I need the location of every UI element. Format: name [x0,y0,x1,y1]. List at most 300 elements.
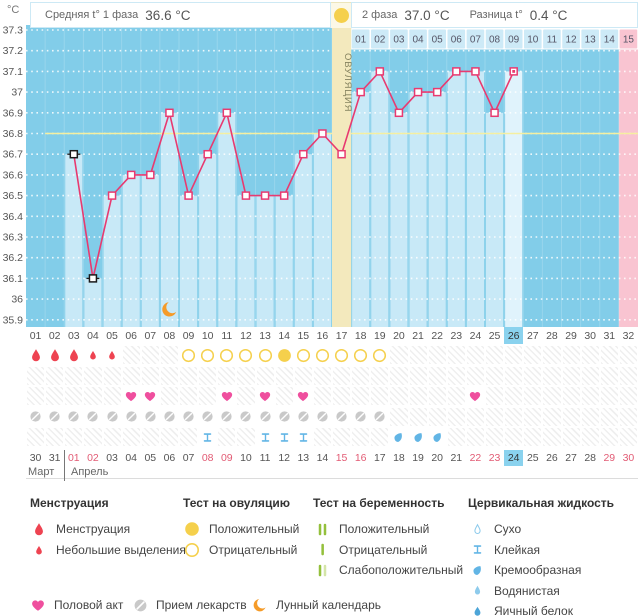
medication-cell-day-14[interactable] [275,407,294,427]
cervical-fluid-cell-day-14[interactable] [275,427,294,447]
menstruation-test-cell-day-28[interactable] [543,346,560,364]
event-cell-day-25[interactable] [486,367,503,385]
menstruation-test-cell-day-12[interactable] [236,345,255,365]
month-label-march: Март [28,466,55,478]
intercourse-cell-day-21[interactable] [410,387,427,405]
date-label-21-idx22[interactable]: 21 [450,452,463,464]
menstruation-test-cell-day-31[interactable] [601,346,618,364]
intercourse-cell-day-25[interactable] [486,387,503,405]
medication-cell-day-22[interactable] [429,408,446,426]
legend-section-3 [313,496,463,581]
temp-point-day-9[interactable] [185,192,192,199]
medication-cell-day-29[interactable] [563,408,580,426]
cycle-day-label-09: 09 [182,329,195,342]
event-cell-day-29[interactable] [563,367,580,385]
cervical-fluid-cell-day-31[interactable] [601,428,618,446]
date-label-27-idx28[interactable]: 27 [565,452,577,464]
intercourse-cell-day-29[interactable] [563,387,580,405]
temp-point-day-16[interactable] [319,130,326,137]
empty-event-row [26,366,638,386]
ytick-label-36.7: 36.7 [2,148,23,161]
temp-bar-day-26 [505,71,522,327]
event-cell-day-11[interactable] [218,367,235,385]
luteal-day-label-14: 14 [603,34,615,46]
intercourse-cell-day-7[interactable] [141,386,160,406]
legend-item-label: Положительный [209,522,300,537]
date-label-20-idx21[interactable]: 20 [431,452,444,464]
medication-cell-day-4[interactable] [83,407,102,427]
menstruation-test-cell-day-17[interactable] [332,345,351,365]
medication-cell-day-17[interactable] [332,407,351,427]
date-label-17-idx18[interactable]: 17 [373,452,386,464]
medication-cell-day-23[interactable] [448,408,465,426]
cervical-fluid-cell-day-3[interactable] [65,428,82,446]
temp-point-day-6[interactable] [128,171,135,178]
difference-value: 0.4 °C [529,7,568,23]
date-label-08-idx9[interactable]: 08 [201,452,214,464]
intercourse-heart-icon [30,597,46,613]
medication-cell-day-27[interactable] [524,408,541,426]
medication-cell-day-10[interactable] [198,407,217,427]
event-cell-day-6[interactable] [123,367,140,385]
intercourse-cell-day-11[interactable] [217,386,236,406]
medication-pill-icon [201,410,214,423]
legend-footer-item [252,596,381,614]
event-cell-day-4[interactable] [84,367,101,385]
event-cell-day-13[interactable] [257,367,274,385]
intercourse-cell-day-10[interactable] [199,387,216,405]
intercourse-cell-day-23[interactable] [448,387,465,405]
difference-label: Разница t° [469,9,523,21]
luteal-day-label-15: 15 [622,34,634,46]
luteal-day-label-05: 05 [431,34,443,46]
temp-point-day-17[interactable] [338,151,345,158]
menstruation-test-cell-day-29[interactable] [563,346,580,364]
medication-pill-icon [67,410,80,423]
cervical-fluid-cell-day-19[interactable] [371,428,388,446]
cervical-fluid-cell-day-13[interactable] [256,427,275,447]
event-cell-day-19[interactable] [371,367,388,385]
fluid-sticky-icon [259,431,272,444]
temp-bar-day-10 [199,154,216,327]
event-cell-day-17[interactable] [333,367,350,385]
date-label-02-idx3[interactable]: 02 [87,452,99,464]
legend-item [183,519,299,540]
event-cell-day-23[interactable] [448,367,465,385]
menstruation-test-cell-day-23[interactable] [448,346,465,364]
cervical-fluid-cell-day-4[interactable] [84,428,101,446]
event-cell-day-2[interactable] [46,367,63,385]
spotting-drop-icon [30,545,48,555]
ovulation-positive-icon [334,8,349,23]
menstruation-test-cell-day-21[interactable] [410,346,427,364]
medication-cell-day-24[interactable] [467,408,484,426]
temp-point-day-13[interactable] [262,192,269,199]
temp-point-day-22[interactable] [434,89,441,96]
medication-cell-day-12[interactable] [236,407,255,427]
temp-point-day-3[interactable] [70,151,77,158]
medication-cell-day-30[interactable] [582,408,599,426]
intercourse-cell-day-12[interactable] [237,387,254,405]
medication-cell-day-1[interactable] [26,407,45,427]
date-label-01-idx2[interactable]: 01 [67,452,80,464]
ytick-label-36.9: 36.9 [2,107,23,120]
menstruation-test-cell-day-8[interactable] [161,346,178,364]
menstruation-test-cell-day-19[interactable] [370,345,389,365]
event-cell-day-3[interactable] [65,367,82,385]
menstruation-test-cell-day-32[interactable] [620,346,637,364]
luteal-day-label-07: 07 [469,34,481,46]
phase2-label: 2 фаза [362,9,398,21]
cervical-fluid-cell-day-10[interactable] [198,427,217,447]
intercourse-cell-day-27[interactable] [524,387,541,405]
temp-point-day-4[interactable] [89,275,96,282]
luteal-day-label-11: 11 [546,34,558,46]
date-label-11-idx12[interactable]: 11 [259,452,271,464]
intercourse-cell-day-20[interactable] [390,387,407,405]
menstruation-test-cell-day-1[interactable] [26,345,45,365]
intercourse-heart-icon [296,389,310,403]
intercourse-heart-icon [143,389,157,403]
temp-point-day-5[interactable] [109,192,116,199]
medication-cell-day-31[interactable] [601,408,618,426]
cervical-fluid-cell-day-2[interactable] [46,428,63,446]
event-cell-day-8[interactable] [161,367,178,385]
menstruation-test-cell-day-30[interactable] [582,346,599,364]
date-label-18-idx19[interactable]: 18 [393,452,405,464]
date-label-31-idx1[interactable]: 31 [48,452,61,464]
cycle-day-label-18: 18 [354,329,367,342]
menstruation-test-cell-day-10[interactable] [198,345,217,365]
cycle-day-label-07: 07 [144,329,157,342]
event-cell-day-20[interactable] [390,367,407,385]
luteal-day-label-10: 10 [527,34,539,46]
menstruation-test-cell-day-27[interactable] [524,346,541,364]
legend-item-label: Менструация [56,522,131,537]
temp-bar-day-25 [486,113,503,327]
temp-point-day-23[interactable] [453,68,460,75]
medication-cell-day-25[interactable] [486,408,503,426]
temp-point-day-10[interactable] [204,151,211,158]
intercourse-cell-day-18[interactable] [352,387,369,405]
cervical-fluid-cell-day-12[interactable] [237,428,254,446]
pregnancy-test-negative-icon [313,542,331,557]
ytick-label-36.4: 36.4 [2,210,23,223]
temp-bar-day-20 [390,113,407,327]
cervical-fluid-cell-day-26[interactable] [505,428,522,446]
menstruation-test-cell-day-7[interactable] [142,346,159,364]
cervical-fluid-cell-day-20[interactable] [389,427,408,447]
cervical-fluid-cell-day-17[interactable] [333,428,350,446]
medication-cell-day-13[interactable] [256,407,275,427]
menstruation-ovulation-test-row [26,345,638,365]
menstruation-test-cell-day-3[interactable] [64,345,83,365]
menstruation-test-cell-day-22[interactable] [429,346,446,364]
intercourse-cell-day-31[interactable] [601,387,618,405]
intercourse-cell-day-2[interactable] [46,387,63,405]
medication-cell-day-3[interactable] [64,407,83,427]
cycle-day-label-01: 01 [29,329,42,342]
intercourse-cell-day-9[interactable] [180,387,197,405]
cycle-day-label-12: 12 [240,329,252,342]
phase1-average-value: 36.6 °C [145,7,191,23]
temp-point-day-15[interactable] [300,151,307,158]
cycle-day-label-11: 11 [221,329,233,342]
event-cell-day-31[interactable] [601,367,618,385]
current-point-dot [512,70,515,73]
cervical-fluid-cell-day-22[interactable] [428,427,447,447]
temp-bar-day-23 [448,71,465,327]
medication-cell-day-2[interactable] [45,407,64,427]
cervical-fluid-cell-day-6[interactable] [123,428,140,446]
temp-point-day-8[interactable] [166,109,173,116]
date-label-05-idx6[interactable]: 05 [144,452,157,464]
phase2-box [351,2,638,28]
intercourse-cell-day-4[interactable] [84,387,101,405]
intercourse-cell-day-32[interactable] [620,387,637,405]
cervical-fluid-cell-day-5[interactable] [104,428,121,446]
medication-pill-icon [86,410,99,423]
cervical-fluid-cell-day-25[interactable] [486,428,503,446]
cervical-fluid-cell-day-30[interactable] [582,428,599,446]
date-label-14-idx15[interactable]: 14 [316,452,329,464]
menstruation-test-cell-day-14[interactable] [275,345,294,365]
cervical-fluid-cell-day-27[interactable] [524,428,541,446]
legend-item-label: Отрицательный [209,542,298,557]
medication-cell-day-26[interactable] [505,408,522,426]
cycle-day-label-25: 25 [488,329,501,342]
event-cell-day-32[interactable] [620,367,637,385]
legend-footer-item [133,596,247,614]
cycle-day-label-16: 16 [316,329,329,342]
intercourse-cell-day-26[interactable] [505,387,522,405]
legend-section-2 [183,496,299,560]
luteal-day-label-08: 08 [489,34,501,46]
temp-point-day-12[interactable] [242,192,249,199]
menstruation-test-cell-day-13[interactable] [256,345,275,365]
pregnancy-test-positive-icon [313,522,331,537]
intercourse-cell-day-6[interactable] [122,386,141,406]
ovulation-test-negative-icon [181,348,196,363]
legend-item [468,601,614,616]
cervical-fluid-cell-day-16[interactable] [314,428,331,446]
intercourse-cell-day-19[interactable] [371,387,388,405]
date-label-16-idx17[interactable]: 16 [354,452,367,464]
medication-pill-icon [259,410,272,423]
intercourse-cell-day-1[interactable] [27,387,44,405]
temp-point-day-19[interactable] [376,68,383,75]
cycle-day-label-26: 26 [504,327,523,344]
cervical-fluid-cell-day-23[interactable] [448,428,465,446]
date-label-22-idx23[interactable]: 22 [469,452,482,464]
temp-bar-day-14 [276,196,293,327]
cervical-fluid-cell-day-28[interactable] [543,428,560,446]
medication-cell-day-7[interactable] [141,407,160,427]
luteal-day-label-06: 06 [450,34,462,46]
date-label-24-idx25[interactable]: 24 [504,450,523,466]
medication-cell-day-5[interactable] [103,407,122,427]
date-label-23-idx24[interactable]: 23 [488,452,501,464]
medication-cell-day-15[interactable] [294,407,313,427]
medication-cell-day-28[interactable] [543,408,560,426]
menstruation-test-cell-day-18[interactable] [351,345,370,365]
date-label-09-idx10[interactable]: 09 [220,452,233,464]
event-cell-day-30[interactable] [582,367,599,385]
ovulation-test-negative-icon [315,348,330,363]
menstruation-test-cell-day-2[interactable] [45,345,64,365]
legend-section-title: Тест на беременность [313,496,445,510]
intercourse-heart-icon [468,389,482,403]
medication-cell-day-18[interactable] [351,407,370,427]
legend-divider [26,478,638,479]
event-cell-day-26[interactable] [505,367,522,385]
temp-point-day-24[interactable] [472,68,479,75]
menstruation-drop-icon [30,522,48,536]
cervical-fluid-cell-day-21[interactable] [409,427,428,447]
temp-point-day-11[interactable] [223,109,230,116]
cervical-fluid-cell-day-11[interactable] [218,428,235,446]
intercourse-cell-day-15[interactable] [294,386,313,406]
ovulation-band-label: ОВУЛЯЦИЯ [342,53,354,113]
cervical-fluid-cell-day-32[interactable] [620,428,637,446]
temp-bar-day-15 [295,154,312,327]
event-cell-day-5[interactable] [104,367,121,385]
intercourse-cell-day-28[interactable] [543,387,560,405]
menstruation-test-cell-day-9[interactable] [179,345,198,365]
medication-cell-day-19[interactable] [370,407,389,427]
cervical-fluid-cell-day-1[interactable] [27,428,44,446]
ovulation-test-negative-icon [296,348,311,363]
temp-point-day-21[interactable] [415,89,422,96]
date-label-26-idx27[interactable]: 26 [546,452,558,464]
medication-cell-day-32[interactable] [620,408,637,426]
temp-bar-day-22 [429,92,446,327]
event-cell-day-18[interactable] [352,367,369,385]
event-cell-day-14[interactable] [276,367,293,385]
cervical-fluid-cell-day-24[interactable] [467,428,484,446]
intercourse-cell-day-3[interactable] [65,387,82,405]
menstruation-test-cell-day-16[interactable] [313,345,332,365]
temp-point-day-14[interactable] [281,192,288,199]
cervical-fluid-cell-day-8[interactable] [161,428,178,446]
event-cell-day-7[interactable] [142,367,159,385]
date-label-10-idx11[interactable]: 10 [240,452,252,464]
menstruation-test-cell-day-4[interactable] [83,345,102,365]
medication-cell-day-20[interactable] [390,408,407,426]
medication-cell-day-21[interactable] [410,408,427,426]
medication-pill-icon [373,410,386,423]
legend-item [468,540,614,561]
cervical-fluid-cell-day-29[interactable] [563,428,580,446]
medication-cell-day-8[interactable] [160,407,179,427]
date-label-04-idx5[interactable]: 04 [125,452,138,464]
cycle-day-label-32: 32 [622,329,635,342]
date-label-13-idx14[interactable]: 13 [297,452,310,464]
event-cell-day-12[interactable] [237,367,254,385]
date-label-07-idx8[interactable]: 07 [182,452,195,464]
intercourse-cell-day-17[interactable] [333,387,350,405]
intercourse-cell-day-13[interactable] [256,386,275,406]
cervical-fluid-cell-day-7[interactable] [142,428,159,446]
event-cell-day-15[interactable] [295,367,312,385]
date-label-03-idx4[interactable]: 03 [106,452,118,464]
menstruation-test-cell-day-20[interactable] [390,346,407,364]
intercourse-cell-day-16[interactable] [314,387,331,405]
medication-row [26,407,638,427]
medication-pill-icon [182,410,195,423]
cycle-day-label-17: 17 [335,329,348,342]
date-label-15-idx16[interactable]: 15 [335,452,348,464]
menstruation-test-cell-day-26[interactable] [505,346,522,364]
date-label-30-idx31[interactable]: 30 [622,452,635,464]
cervical-fluid-cell-day-9[interactable] [180,428,197,446]
date-label-29-idx30[interactable]: 29 [603,452,616,464]
temp-point-day-7[interactable] [147,171,154,178]
intercourse-cell-day-14[interactable] [276,387,293,405]
date-label-19-idx20[interactable]: 19 [412,452,424,464]
event-cell-day-10[interactable] [199,367,216,385]
temp-point-day-18[interactable] [357,89,364,96]
event-cell-day-28[interactable] [543,367,560,385]
event-cell-day-16[interactable] [314,367,331,385]
cervical-fluid-cell-day-18[interactable] [352,428,369,446]
menstruation-test-cell-day-25[interactable] [486,346,503,364]
medication-pill-icon [163,410,176,423]
event-cell-day-1[interactable] [27,367,44,385]
intercourse-cell-day-24[interactable] [466,386,485,406]
cycle-day-label-06: 06 [125,329,138,342]
temp-point-day-20[interactable] [395,109,402,116]
menstruation-test-cell-day-15[interactable] [294,345,313,365]
menstruation-test-cell-day-11[interactable] [217,345,236,365]
temp-bar-day-3 [65,154,82,327]
intercourse-cell-day-30[interactable] [582,387,599,405]
temp-bar-day-6 [123,175,140,327]
menstruation-test-cell-day-5[interactable] [103,345,122,365]
intercourse-cell-day-5[interactable] [104,387,121,405]
date-label-06-idx7[interactable]: 06 [163,452,176,464]
temp-bar-day-21 [410,92,427,327]
event-cell-day-21[interactable] [410,367,427,385]
ovulation-test-negative-icon [200,348,215,363]
legend-section-title: Цервикальная жидкость [468,496,615,510]
event-cell-day-24[interactable] [467,367,484,385]
date-label-28-idx29[interactable]: 28 [584,452,597,464]
medication-cell-day-9[interactable] [179,407,198,427]
temp-point-day-25[interactable] [491,109,498,116]
menstruation-test-cell-day-6[interactable] [123,346,140,364]
intercourse-cell-day-8[interactable] [161,387,178,405]
cycle-day-label-21: 21 [412,329,424,342]
date-label-25-idx26[interactable]: 25 [526,452,539,464]
medication-cell-day-16[interactable] [313,407,332,427]
legend-item-label: Слабоположительный [339,563,464,578]
date-label-30-idx0[interactable]: 30 [29,452,42,464]
medication-cell-day-11[interactable] [217,407,236,427]
event-cell-day-22[interactable] [429,367,446,385]
legend-item-label: Кремообразная [494,563,582,578]
fluid-dry-icon [468,523,486,536]
menstruation-test-cell-day-24[interactable] [467,346,484,364]
cervical-fluid-cell-day-15[interactable] [294,427,313,447]
event-cell-day-27[interactable] [524,367,541,385]
medication-cell-day-6[interactable] [122,407,141,427]
ovulation-test-negative-icon [238,348,253,363]
date-label-12-idx13[interactable]: 12 [278,452,291,464]
event-cell-day-9[interactable] [180,367,197,385]
legend-footer-label: Прием лекарств [156,598,247,612]
intercourse-cell-day-22[interactable] [429,387,446,405]
